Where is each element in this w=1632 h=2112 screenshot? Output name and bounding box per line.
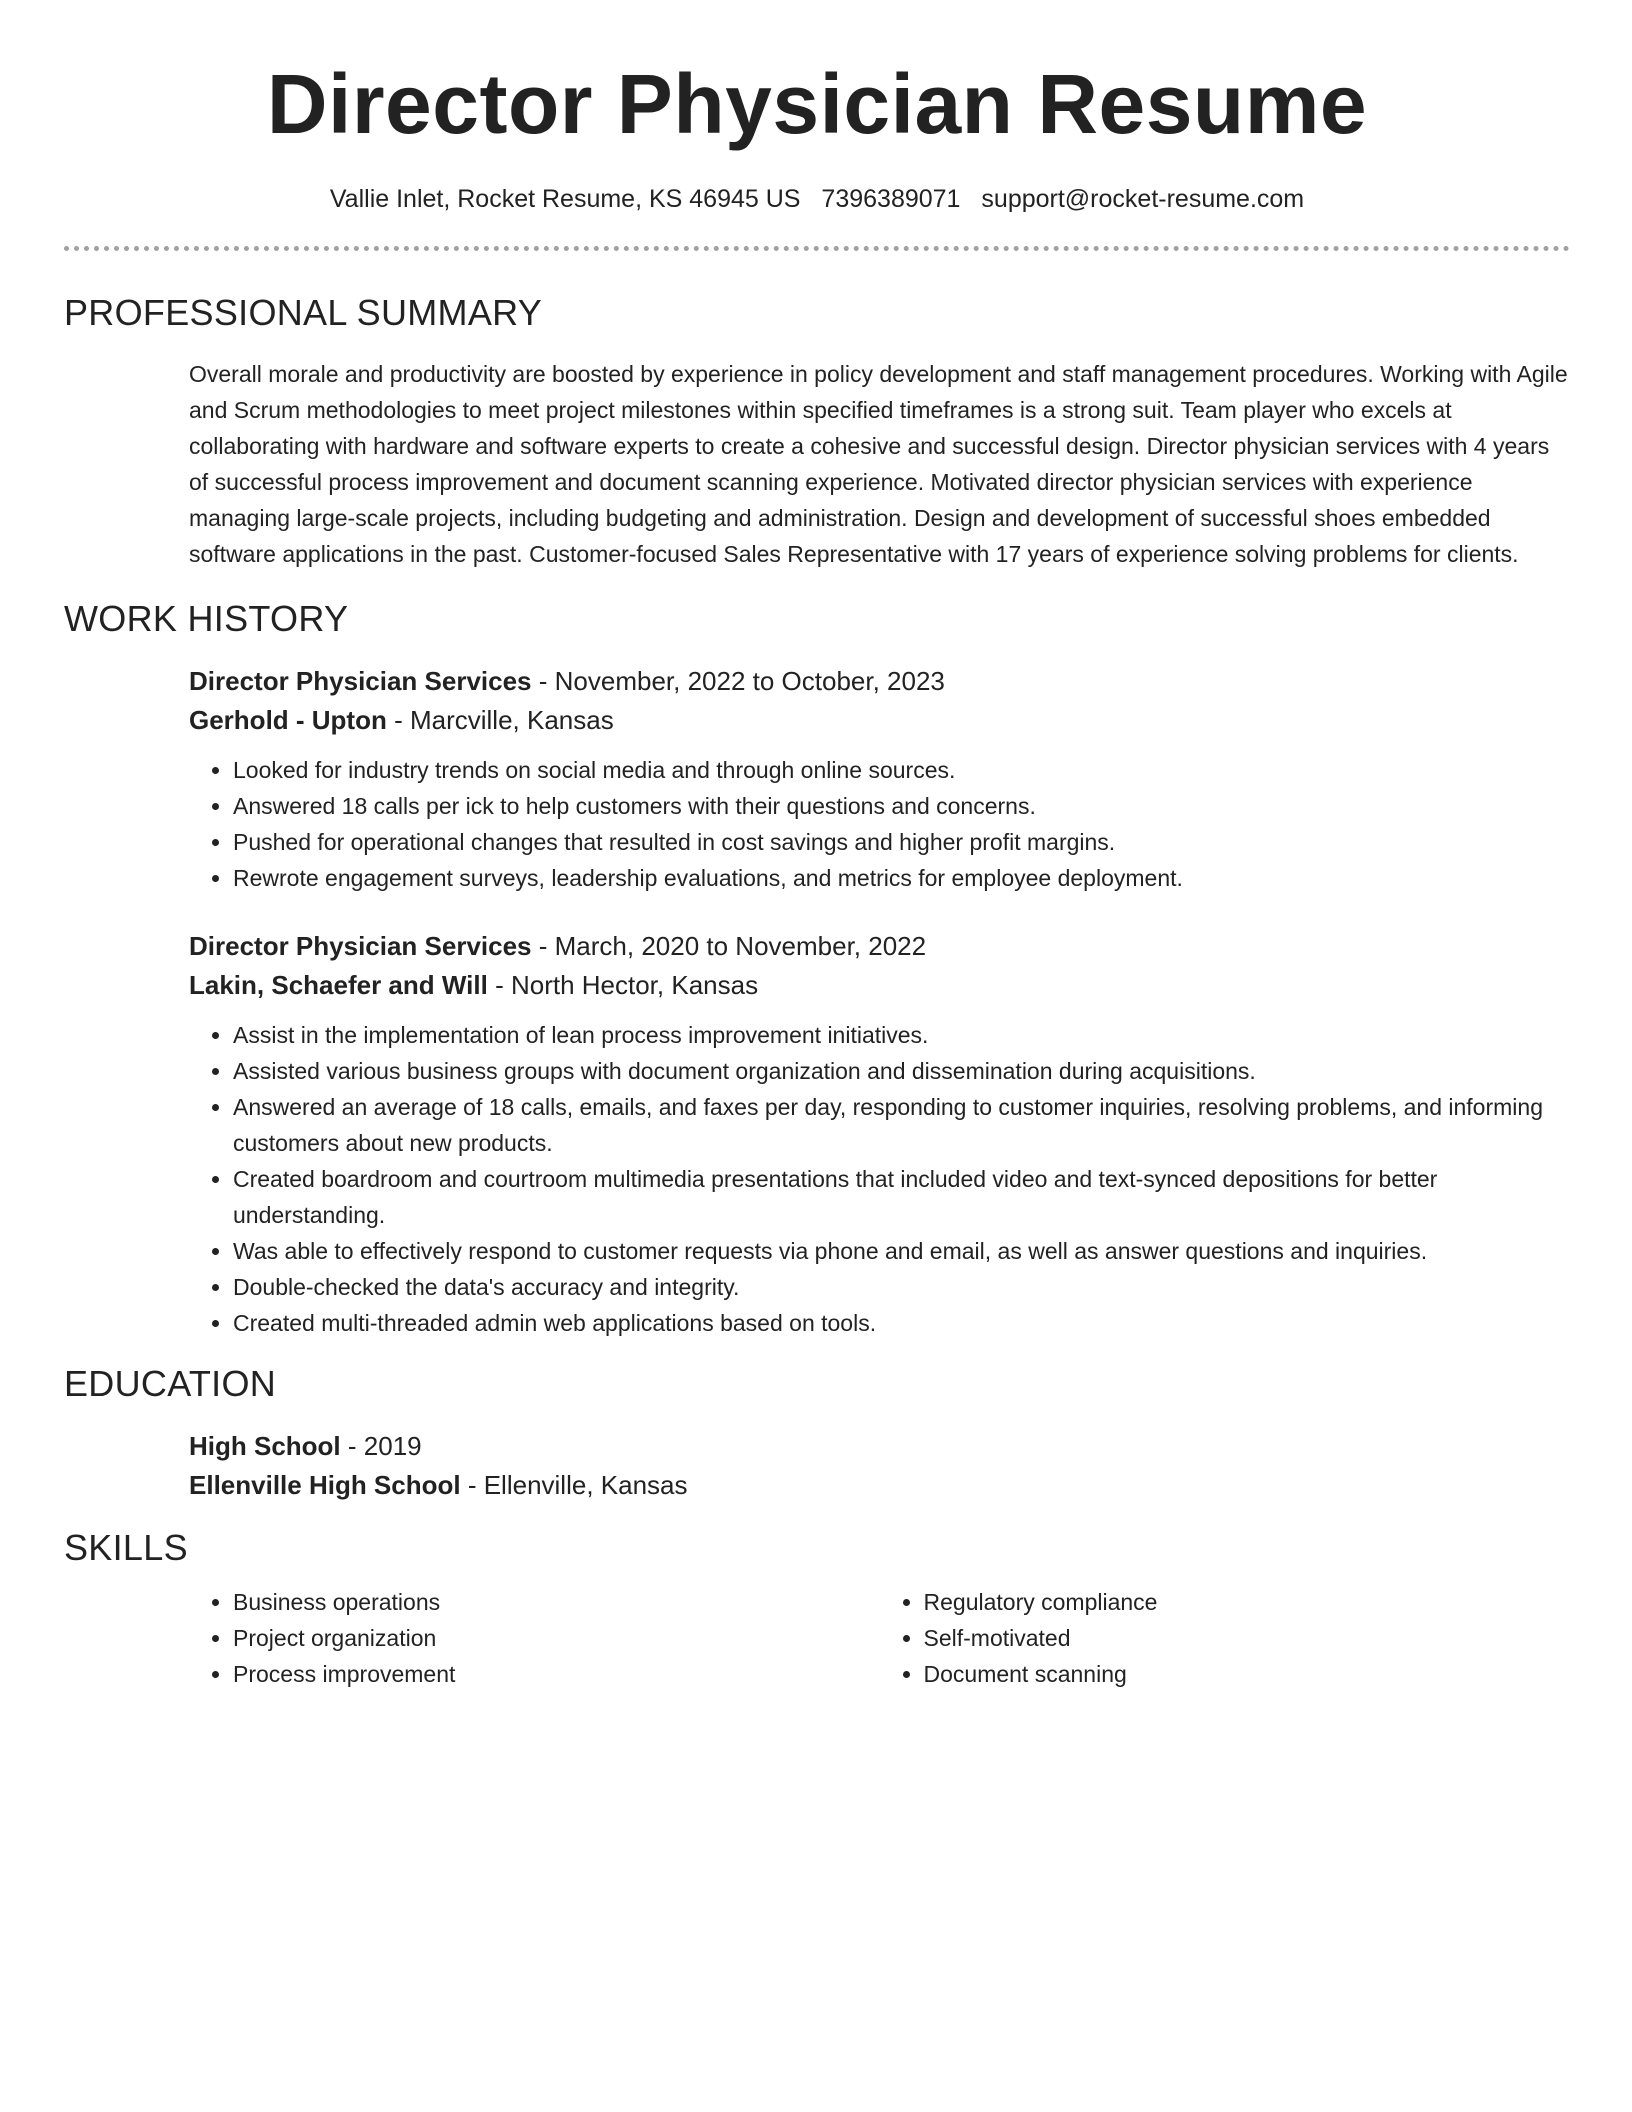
list-item: • Answered an average of 18 calls, emails, and faxes per day, responding to customer inquiries, resolving problems, and informing customers about new products. (233, 1089, 1570, 1161)
education-degree-line (189, 1427, 1570, 1466)
job-entry (189, 927, 1570, 1341)
job-location: - North Hector, Kansas (487, 970, 759, 1000)
summary-section (189, 356, 1570, 572)
job-title-line (189, 927, 1570, 966)
job-company-line (189, 701, 1570, 740)
job-dates: - March, 2020 to November, 2022 (531, 931, 927, 961)
skill-item: • Self-motivated (924, 1620, 1571, 1656)
contact-email: support@rocket-resume.com (981, 185, 1305, 213)
skill-item: • Regulatory compliance (924, 1584, 1571, 1620)
education-section (189, 1427, 1570, 1505)
skill-item: • Document scanning (924, 1656, 1571, 1692)
skill-item: • Project organization (233, 1620, 880, 1656)
education-location: - Ellenville, Kansas (460, 1470, 688, 1500)
job-company: Lakin, Schaefer and Will (189, 970, 488, 1000)
job-title: Director Physician Services (189, 666, 532, 696)
education-school-line (189, 1466, 1570, 1505)
contact-address: Vallie Inlet, Rocket Resume, KS 46945 US (329, 185, 801, 213)
job-bullets (189, 1017, 1570, 1341)
education-school: Ellenville High School (189, 1470, 461, 1500)
list-item: • Rewrote engagement surveys, leadership evaluations, and metrics for employee deployment. (233, 860, 1570, 896)
job-entry (189, 662, 1570, 896)
list-item: • Was able to effectively respond to customer requests via phone and email, as well as answer questions and inquiries. (233, 1233, 1570, 1269)
job-title-line (189, 662, 1570, 701)
contact-line (64, 184, 1570, 214)
list-item: • Assist in the implementation of lean process improvement initiatives. (233, 1017, 1570, 1053)
list-item: • Answered 18 calls per ick to help customers with their questions and concerns. (233, 788, 1570, 824)
skills-list-left (189, 1584, 880, 1692)
skill-item: • Business operations (233, 1584, 880, 1620)
list-item: • Pushed for operational changes that resulted in cost savings and higher profit margins. (233, 824, 1570, 860)
skills-heading: SKILLS (64, 1527, 188, 1568)
header-divider (64, 246, 1570, 251)
education-heading: EDUCATION (64, 1363, 277, 1404)
job-company: Gerhold - Upton (189, 705, 387, 735)
skills-list-right (880, 1584, 1571, 1692)
list-item: • Looked for industry trends on social media and through online sources. (233, 752, 1570, 788)
job-bullets (189, 752, 1570, 896)
work-history-heading: WORK HISTORY (64, 598, 349, 639)
skills-section (189, 1584, 1570, 1692)
contact-phone: 7396389071 (821, 185, 961, 213)
summary-text: Overall morale and productivity are boosted by experience in policy development and staff management procedures. Working with Agile and Scrum methodologies to meet project milestones within specified timeframes is a strong suit. Team player who excels at collaborating with hardware and software experts to create a cohesive and successful design. Director physician services with 4 years of successful process improvement and document scanning experience. Motivated director physician services with experience managing large-scale projects, including budgeting and administration. Design and development of successful shoes embedded software applications in the past. Customer-focused Sales Representative with 17 years of experience solving problems for clients. (189, 361, 1568, 567)
job-dates: - November, 2022 to October, 2023 (531, 666, 945, 696)
job-company-line (189, 966, 1570, 1005)
list-item: • Created multi-threaded admin web applications based on tools. (233, 1305, 1570, 1341)
summary-heading: PROFESSIONAL SUMMARY (64, 292, 543, 333)
list-item: • Created boardroom and courtroom multimedia presentations that included video and text-synced depositions for better understanding. (233, 1161, 1570, 1233)
job-location: - Marcville, Kansas (386, 705, 614, 735)
work-history-section (189, 662, 1570, 1341)
education-year: - 2019 (340, 1431, 422, 1461)
list-item: • Assisted various business groups with document organization and dissemination during acquisitions. (233, 1053, 1570, 1089)
job-title: Director Physician Services (189, 931, 532, 961)
education-degree: High School (189, 1431, 341, 1461)
list-item: • Double-checked the data's accuracy and integrity. (233, 1269, 1570, 1305)
resume-page (64, 0, 1570, 1692)
skill-item: • Process improvement (233, 1656, 880, 1692)
page-title: Director Physician Resume (266, 57, 1368, 151)
